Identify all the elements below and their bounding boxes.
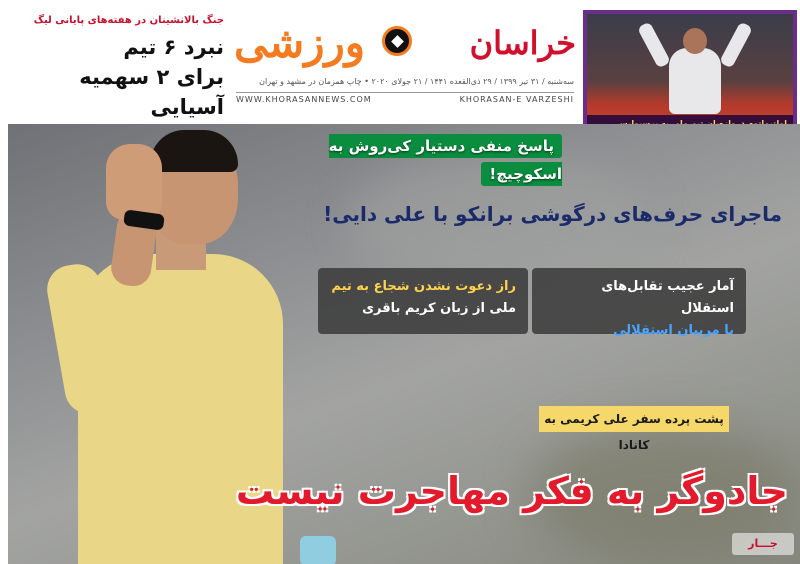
water-bottle bbox=[300, 536, 336, 564]
headline-top[interactable] bbox=[268, 132, 568, 188]
teaser-line-2: برای ۲ سهمیه آسیایی bbox=[79, 65, 224, 119]
main-photo-area bbox=[8, 124, 800, 564]
left-teaser[interactable] bbox=[2, 14, 224, 119]
coach-hair bbox=[150, 130, 238, 172]
teaser-kicker: جنگ بالانشینان در هفته‌های پایانی لیگ bbox=[33, 15, 224, 26]
logo-word-khorasan: خراسان bbox=[469, 24, 576, 62]
waving-hand bbox=[106, 144, 162, 220]
story-box-line-1: راز دعوت نشدن شجاع به تیم bbox=[331, 279, 516, 294]
masthead bbox=[0, 0, 800, 119]
story-box-line-1: آمار عجیب تقابل‌های استقلال bbox=[601, 279, 734, 316]
story-box-esteghlal[interactable] bbox=[532, 268, 746, 338]
dateline: سه‌شنبه / ۳۱ تیر ۱۳۹۹ / ۲۹ ذی‌القعده ۱۴۴۱ / ۲۱ جولای ۲۰۲۰ • چاپ همزمان در مشهد و تهران bbox=[259, 77, 574, 86]
teaser-line-1: نبرد ۶ تیم bbox=[123, 35, 224, 59]
website-link[interactable]: WWW.KHORASANNEWS.COM bbox=[236, 95, 372, 104]
story-box-shoja[interactable] bbox=[318, 268, 528, 334]
headline-top-text: پاسخ منفی دستیار کی‌روش به اسکوچیچ! bbox=[329, 134, 562, 186]
keeper-arm-left bbox=[637, 21, 671, 68]
watermark-logo: جـــار bbox=[732, 533, 794, 555]
masthead-sub-row bbox=[236, 92, 574, 106]
story-box-line-2: ملی از زبان کریم باقری bbox=[362, 301, 516, 316]
headline-second[interactable]: ماجرای حرف‌های درگوشی برانکو با علی دایی! bbox=[323, 202, 782, 226]
keeper-arm-right bbox=[719, 21, 753, 68]
logo-word-varzeshi: ورزشی bbox=[234, 18, 366, 67]
main-headline[interactable]: جادوگر به فکر مهاجرت نیست bbox=[235, 469, 788, 513]
english-name: KHORASAN-E VARZESHI bbox=[459, 95, 574, 104]
keeper-body bbox=[669, 48, 721, 114]
story-box-line-2: با مربیان استقلالی bbox=[613, 323, 734, 338]
newspaper-logo bbox=[234, 12, 576, 74]
main-kicker: پشت پرده سفر علی کریمی به کانادا bbox=[539, 406, 729, 432]
keeper-head bbox=[683, 28, 707, 54]
football-icon bbox=[382, 26, 412, 56]
